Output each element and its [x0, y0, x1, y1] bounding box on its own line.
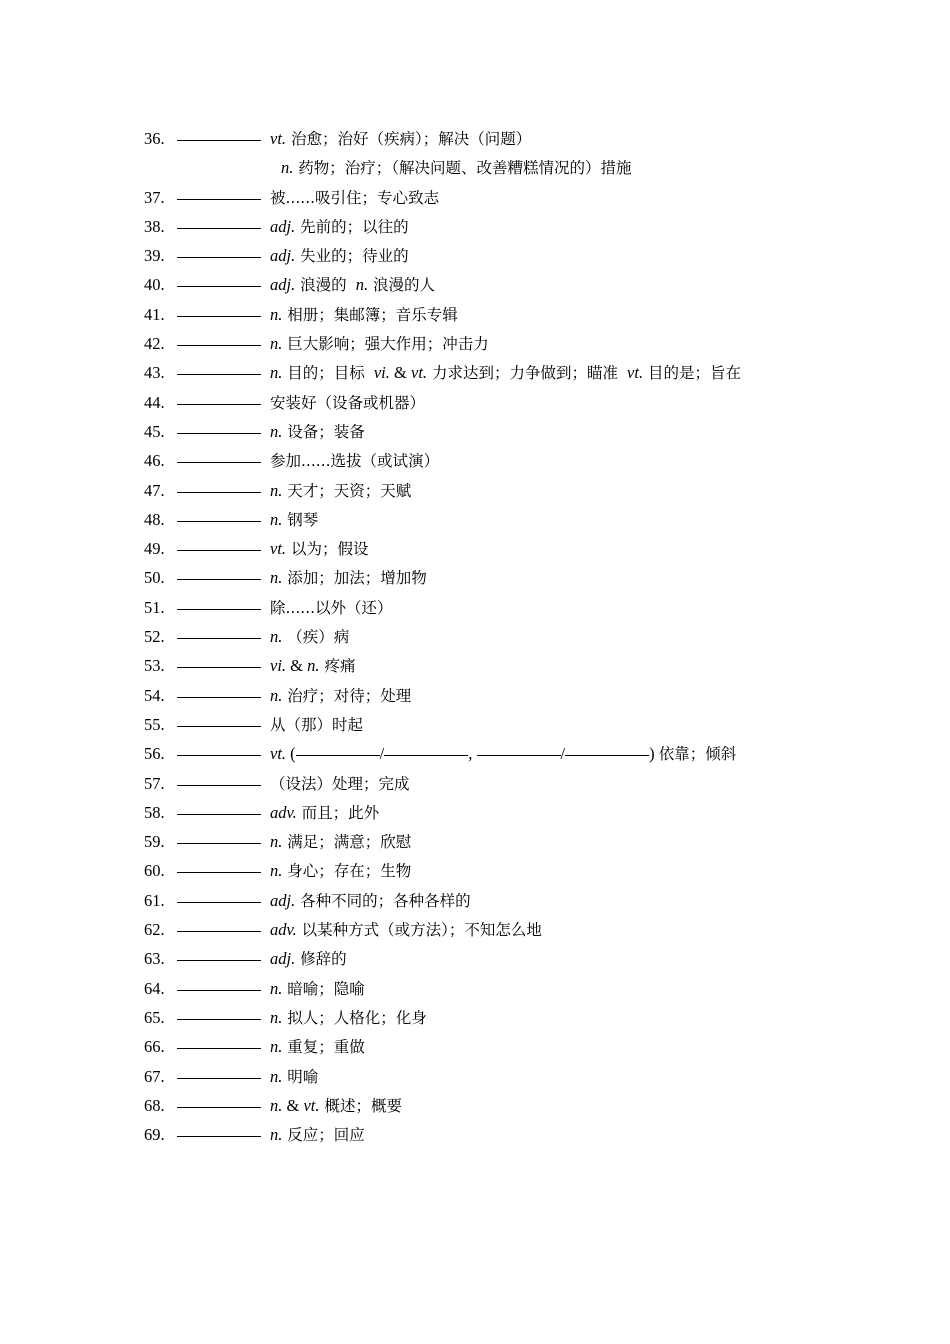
- item-number: 45.: [144, 421, 165, 441]
- item-number: 69.: [144, 1125, 165, 1145]
- answer-blank[interactable]: [177, 680, 261, 698]
- vocab-row: [144, 358, 904, 387]
- part-of-speech: n.: [270, 685, 283, 705]
- definition-text: 从（那）时起: [270, 715, 364, 734]
- definition-text: 身心；存在；生物: [282, 862, 412, 881]
- item-number: 58.: [144, 802, 165, 822]
- punctuation-text: /: [560, 744, 566, 764]
- answer-blank-inline[interactable]: [296, 738, 380, 756]
- item-number: 43.: [144, 363, 165, 383]
- vocab-row: [144, 241, 904, 270]
- vocab-row: [144, 1003, 904, 1032]
- definition-text: 力求达到；力争做到；瞄准: [427, 364, 623, 383]
- definition-text: （疾）病: [282, 628, 350, 647]
- part-of-speech: adj.: [270, 949, 296, 969]
- part-of-speech: adj.: [270, 246, 296, 266]
- answer-blank[interactable]: [177, 855, 261, 873]
- item-number: 44.: [144, 392, 165, 412]
- vocab-row: [144, 505, 904, 534]
- part-of-speech: vi.: [270, 656, 291, 676]
- vocab-row: [144, 593, 904, 622]
- part-of-speech: vt.: [270, 129, 287, 148]
- vocab-row: [144, 1032, 904, 1061]
- vocab-row: [144, 798, 904, 827]
- part-of-speech: adv.: [270, 802, 297, 822]
- definition-text: 浪漫的人: [368, 276, 436, 295]
- definition-text: 除......以外（还）: [270, 598, 393, 617]
- item-number: 60.: [144, 861, 165, 881]
- answer-blank[interactable]: [177, 1031, 261, 1049]
- definition-text: （设法）处理；完成: [270, 774, 410, 793]
- answer-blank[interactable]: [177, 592, 261, 610]
- punctuation-text: &: [290, 656, 304, 676]
- definition-text: 反应；回应: [282, 1126, 365, 1145]
- vocab-row: [144, 915, 904, 944]
- part-of-speech: n.: [270, 421, 283, 441]
- definition-text: 巨大影响；强大作用；冲击力: [282, 335, 489, 354]
- vocab-row: [144, 739, 904, 768]
- answer-blank[interactable]: [177, 240, 261, 258]
- definition-text: 满足；满意；欣慰: [282, 833, 412, 852]
- part-of-speech: adj.: [270, 275, 296, 295]
- definition-text: 拟人；人格化；化身: [282, 1008, 427, 1027]
- definition-text: 各种不同的；各种各样的: [295, 891, 471, 910]
- punctuation-text: /: [379, 744, 385, 764]
- answer-blank-inline[interactable]: [565, 738, 649, 756]
- vocab-row: [144, 681, 904, 710]
- vocab-row: [144, 417, 904, 446]
- item-number: 48.: [144, 509, 165, 529]
- part-of-speech: n.: [270, 832, 283, 852]
- punctuation-text: (: [286, 744, 296, 764]
- definition-text: 修辞的: [295, 950, 347, 969]
- part-of-speech: vt.: [406, 363, 428, 383]
- punctuation-text: &: [394, 363, 407, 383]
- answer-blank[interactable]: [177, 650, 261, 668]
- vocab-row: [144, 476, 904, 505]
- vocab-row: [144, 710, 904, 739]
- item-number: 53.: [144, 656, 165, 676]
- part-of-speech: n.: [270, 363, 283, 383]
- part-of-speech: n.: [270, 304, 283, 324]
- part-of-speech: vt.: [299, 1095, 320, 1115]
- item-number: 47.: [144, 480, 165, 500]
- vocab-row: [144, 856, 904, 885]
- definition-text: 相册；集邮簿；音乐专辑: [282, 305, 458, 324]
- vocab-row: [144, 827, 904, 856]
- vocabulary-list: [144, 124, 904, 1149]
- part-of-speech: vi.: [369, 363, 395, 383]
- vocab-row: [144, 124, 904, 153]
- part-of-speech: n.: [303, 656, 320, 676]
- vocab-row: [144, 622, 904, 651]
- part-of-speech: adj.: [270, 890, 296, 910]
- item-number: 62.: [144, 920, 165, 940]
- part-of-speech: n.: [270, 1066, 283, 1086]
- part-of-speech: n.: [270, 861, 283, 881]
- definition-text: 暗喻；隐喻: [282, 979, 365, 998]
- part-of-speech: n.: [270, 1095, 287, 1115]
- answer-blank[interactable]: [177, 357, 261, 375]
- answer-blank[interactable]: [177, 1090, 261, 1108]
- vocab-row: [144, 388, 904, 417]
- punctuation-text: ,: [468, 744, 477, 764]
- item-number: 61.: [144, 890, 165, 910]
- answer-blank[interactable]: [177, 562, 261, 580]
- vocab-row: [144, 270, 904, 299]
- definition-text: 天才；天资；天赋: [282, 481, 412, 500]
- definition-text: 失业的；待业的: [295, 247, 409, 266]
- answer-blank[interactable]: [177, 768, 261, 786]
- definition-text: 疼痛: [319, 657, 356, 676]
- definition-text: 添加；加法；增加物: [282, 569, 427, 588]
- definition-text: 而且；此外: [296, 803, 380, 822]
- definition-text: 明喻: [282, 1067, 319, 1086]
- item-number: 56.: [144, 744, 165, 764]
- vocab-row: [144, 944, 904, 973]
- item-number: 41.: [144, 304, 165, 324]
- answer-blank[interactable]: [177, 533, 261, 551]
- answer-blank[interactable]: [177, 885, 261, 903]
- part-of-speech: n.: [351, 275, 369, 295]
- vocab-row: [144, 974, 904, 1003]
- definition-text: 钢琴: [282, 510, 319, 529]
- vocab-row: [144, 769, 904, 798]
- answer-blank[interactable]: [177, 709, 261, 727]
- part-of-speech: n.: [270, 978, 283, 998]
- vocab-row-continuation: [144, 153, 904, 182]
- item-number: 37.: [144, 187, 165, 207]
- vocab-row: [144, 300, 904, 329]
- answer-blank[interactable]: [177, 914, 261, 932]
- part-of-speech: vt.: [270, 539, 287, 559]
- item-number: 65.: [144, 1007, 165, 1027]
- definition-text: 重复；重做: [282, 1038, 365, 1057]
- answer-blank[interactable]: [177, 943, 261, 961]
- item-number: 63.: [144, 949, 165, 969]
- vocab-row: [144, 563, 904, 592]
- item-number: 49.: [144, 539, 165, 559]
- item-number: 40.: [144, 275, 165, 295]
- answer-blank[interactable]: [177, 1061, 261, 1079]
- part-of-speech: n.: [270, 334, 283, 354]
- vocab-row: [144, 1091, 904, 1120]
- answer-blank[interactable]: [177, 445, 261, 463]
- item-number: 57.: [144, 773, 165, 793]
- part-of-speech: n.: [281, 158, 294, 178]
- part-of-speech: adj.: [270, 216, 296, 236]
- item-number: 52.: [144, 627, 165, 647]
- item-number: 66.: [144, 1037, 165, 1057]
- item-number: 59.: [144, 832, 165, 852]
- item-number: 51.: [144, 597, 165, 617]
- item-number: 46.: [144, 451, 165, 471]
- vocab-row: [144, 886, 904, 915]
- vocab-row: [144, 534, 904, 563]
- part-of-speech: n.: [270, 1037, 283, 1057]
- item-number: 64.: [144, 978, 165, 998]
- vocab-row: [144, 1120, 904, 1149]
- answer-blank[interactable]: [177, 475, 261, 493]
- part-of-speech: adv.: [270, 920, 297, 940]
- answer-blank-inline[interactable]: [384, 738, 468, 756]
- answer-blank-inline[interactable]: [477, 738, 561, 756]
- definition-text: 治疗；对待；处理: [282, 686, 412, 705]
- answer-blank[interactable]: [177, 387, 261, 405]
- item-number: 54.: [144, 685, 165, 705]
- item-number: 68.: [144, 1095, 165, 1115]
- part-of-speech: n.: [270, 509, 283, 529]
- vocab-row: [144, 446, 904, 475]
- definition-text: 治愈；治好（疾病）；解决（问题）: [286, 130, 532, 148]
- vocab-row: [144, 329, 904, 358]
- item-number: 38.: [144, 216, 165, 236]
- definition-text: 以某种方式（或方法）；不知怎么地: [296, 921, 542, 940]
- vocab-row: [144, 212, 904, 241]
- part-of-speech: n.: [270, 1125, 283, 1145]
- item-number: 39.: [144, 246, 165, 266]
- definition-text: 被......吸引住；专心致志: [270, 188, 440, 207]
- part-of-speech: n.: [270, 1007, 283, 1027]
- answer-blank[interactable]: [177, 797, 261, 815]
- definition-text: 药物；治疗；（解决问题、改善糟糕情况的）措施: [293, 159, 632, 178]
- item-number: 67.: [144, 1066, 165, 1086]
- answer-blank[interactable]: [177, 211, 261, 229]
- vocab-row: [144, 183, 904, 212]
- vocab-row: [144, 651, 904, 680]
- definition-text: 目的是；旨在: [643, 364, 742, 383]
- answer-blank[interactable]: [177, 328, 261, 346]
- item-number: 50.: [144, 568, 165, 588]
- definition-text: 以为；假设: [286, 540, 369, 559]
- answer-blank[interactable]: [177, 1119, 261, 1137]
- part-of-speech: vt.: [270, 744, 287, 764]
- answer-blank[interactable]: [177, 973, 261, 991]
- answer-blank[interactable]: [177, 504, 261, 522]
- part-of-speech: n.: [270, 627, 283, 647]
- answer-blank[interactable]: [177, 738, 261, 756]
- answer-blank[interactable]: [177, 299, 261, 317]
- punctuation-text: &: [286, 1095, 300, 1115]
- part-of-speech: n.: [270, 480, 283, 500]
- vocab-row: [144, 1062, 904, 1091]
- item-number: 42.: [144, 334, 165, 354]
- definition-text: 先前的；以往的: [295, 217, 409, 236]
- definition-text: 目的；目标: [282, 364, 370, 383]
- definition-text: 参加......选拔（或试演）: [270, 452, 440, 471]
- item-number: 55.: [144, 714, 165, 734]
- definition-text: 依靠；倾斜: [658, 745, 737, 764]
- definition-text: 设备；装备: [282, 422, 365, 441]
- answer-blank[interactable]: [177, 826, 261, 844]
- definition-text: 安装好（设备或机器）: [270, 393, 426, 412]
- answer-blank[interactable]: [177, 123, 261, 141]
- answer-blank[interactable]: [177, 182, 261, 200]
- punctuation-text: ): [649, 744, 659, 764]
- item-number: 36.: [144, 129, 165, 148]
- answer-blank[interactable]: [177, 1002, 261, 1020]
- definition-text: 浪漫的: [295, 276, 352, 295]
- part-of-speech: vt.: [622, 363, 644, 383]
- definition-text: 概述；概要: [319, 1096, 402, 1115]
- answer-blank[interactable]: [177, 621, 261, 639]
- part-of-speech: n.: [270, 568, 283, 588]
- answer-blank[interactable]: [177, 416, 261, 434]
- answer-blank[interactable]: [177, 269, 261, 287]
